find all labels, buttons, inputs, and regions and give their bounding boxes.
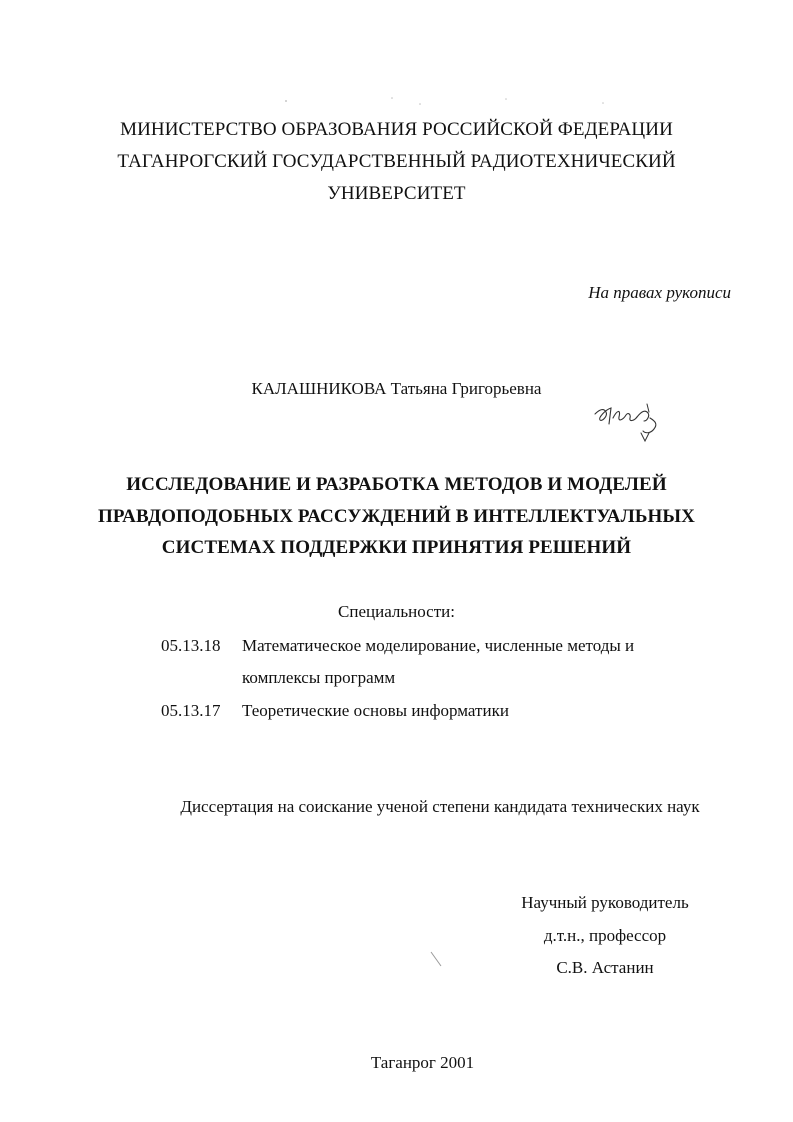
specialty-name: Математическое моделирование, численные методы и — [242, 636, 635, 655]
supervisor-role: Научный руководитель — [521, 893, 689, 912]
header-university: ТАГАНРОГСКИЙ ГОСУДАРСТВЕННЫЙ РАДИОТЕХНИЧЕСКИЙ — [117, 151, 676, 172]
supervisor-name: С.В. Астанин — [556, 958, 654, 977]
thesis-title-line-2: ПРАВДОПОДОБНЫХ РАССУЖДЕНИЙ В ИНТЕЛЛЕКТУАЛЬНЫХ — [97, 506, 696, 527]
signature-icon — [592, 400, 667, 445]
scan-speck — [391, 97, 393, 99]
author-name: КАЛАШНИКОВА Татьяна Григорьевна — [251, 379, 542, 398]
scan-speck — [505, 98, 507, 100]
specialty-code: 05.13.18 — [161, 636, 221, 655]
specialty-code: 05.13.17 — [161, 701, 221, 720]
thesis-title-line-3: СИСТЕМАХ ПОДДЕРЖКИ ПРИНЯТИЯ РЕШЕНИЙ — [161, 537, 632, 558]
thesis-title-line-1: ИССЛЕДОВАНИЕ И РАЗРАБОТКА МЕТОДОВ И МОДЕЛЕЙ — [126, 474, 667, 495]
header-university-cont: УНИВЕРСИТЕТ — [327, 183, 466, 204]
supervisor-degree: д.т.н., профессор — [543, 926, 667, 945]
specialty-name: Теоретические основы информатики — [242, 701, 509, 720]
city-year: Таганрог 2001 — [370, 1053, 475, 1072]
scan-stroke — [431, 952, 441, 966]
header-ministry: МИНИСТЕРСТВО ОБРАЗОВАНИЯ РОССИЙСКОЙ ФЕДЕРАЦИИ — [120, 119, 673, 140]
dissertation-statement: Диссертация на соискание ученой степени кандидата технических наук — [180, 797, 700, 816]
rights-note: На правах рукописи — [588, 283, 731, 302]
scan-speck — [602, 102, 604, 104]
specialty-name-cont: комплексы программ — [242, 668, 396, 687]
specialties-heading: Специальности: — [338, 602, 455, 621]
scan-speck — [285, 100, 287, 102]
scan-speck — [419, 103, 421, 105]
